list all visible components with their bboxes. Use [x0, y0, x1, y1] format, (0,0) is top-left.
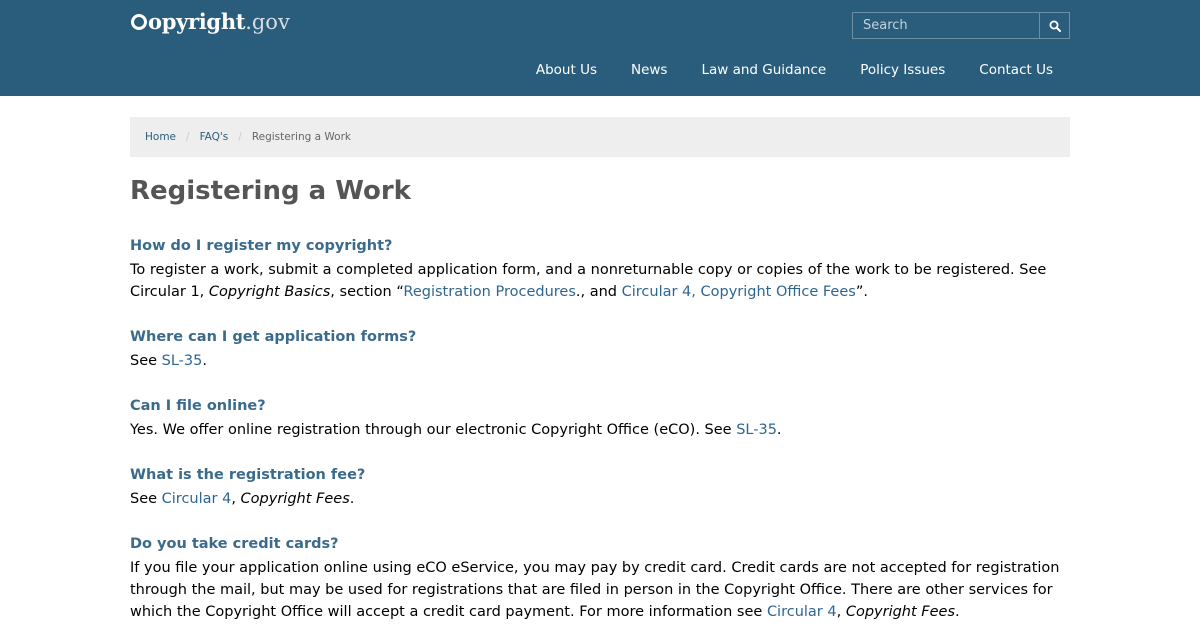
nav-law-and-guidance[interactable]: Law and Guidance [701, 62, 827, 78]
answer-text: See [130, 353, 162, 369]
circular-4-link[interactable]: Circular 4 [766, 604, 837, 620]
faq-question: Do you take credit cards? [130, 536, 339, 552]
answer-italic: Copyright Fees [845, 604, 956, 620]
answer-text: See [130, 491, 162, 507]
circular-4-link[interactable]: Circular 4 [161, 491, 232, 507]
faq-item [130, 236, 1075, 303]
copyright-c-icon [131, 14, 147, 30]
copyright-gov-logo[interactable] [131, 9, 290, 34]
answer-text: . [955, 604, 960, 620]
logo-word: opyright [148, 9, 246, 34]
answer-text: Yes. We offer online registration through our electronic Copyright Office (eCO). See [130, 422, 737, 438]
main-nav [519, 62, 1070, 78]
answer-text: . [776, 422, 782, 438]
sl-35-link[interactable]: SL-35 [736, 422, 777, 438]
nav-contact-us[interactable]: Contact Us [979, 62, 1053, 78]
answer-text: ”. [855, 284, 868, 300]
answer-text: . [202, 353, 207, 369]
answer-text: To register a work, submit a completed application form, and a nonreturnable copy or copies of the work to be registered. See Circular 1, [130, 262, 1047, 300]
search-form [852, 12, 1070, 39]
registration-procedures-link[interactable]: Registration Procedures [403, 284, 576, 300]
nav-about-us[interactable]: About Us [535, 62, 597, 78]
breadcrumb-separator: / [238, 131, 242, 143]
answer-text: If you file your application online using eCO eService, you may pay by credit card. Credit cards are not accepted for registration through the mail, but may be used for registrations that are filed in person in the Copyright Office. There are other services for which the Copyright Office will accept a credit card payment. For more information see [130, 560, 1060, 620]
answer-text: ., and [575, 284, 622, 300]
search-input[interactable] [852, 12, 1040, 39]
breadcrumb [130, 117, 1070, 157]
faq-question: Where can I get application forms? [130, 329, 417, 345]
logo-tld: .gov [245, 10, 290, 34]
faq-question: Can I file online? [130, 398, 266, 414]
answer-italic: Copyright Fees [240, 491, 350, 507]
breadcrumb-home[interactable]: Home [145, 131, 177, 143]
search-icon [1049, 20, 1061, 32]
nav-policy-issues[interactable]: Policy Issues [860, 62, 946, 78]
faq-question: What is the registration fee? [130, 467, 366, 483]
answer-text: , [231, 491, 241, 507]
main-content [130, 174, 1075, 623]
answer-italic: Copyright Basics [208, 284, 331, 300]
faq-item [130, 465, 1075, 510]
breadcrumb-separator: / [186, 131, 190, 143]
faq-question: How do I register my copyright? [130, 238, 393, 254]
faq-answer [130, 488, 1075, 510]
faq-answer [130, 350, 1075, 372]
faq-answer [130, 557, 1075, 623]
page-title: Registering a Work [130, 176, 411, 206]
faq-item [130, 396, 1075, 441]
sl-35-link[interactable]: SL-35 [161, 353, 203, 369]
search-button[interactable] [1040, 12, 1070, 39]
answer-text: , section “ [330, 284, 404, 300]
circular-4-fees-link[interactable]: Circular 4, Copyright Office Fees [621, 284, 856, 300]
answer-text: , [836, 604, 846, 620]
answer-text: . [349, 491, 355, 507]
faq-item [130, 534, 1075, 623]
breadcrumb-faqs[interactable]: FAQ's [199, 131, 229, 143]
faq-answer [130, 259, 1075, 303]
faq-item [130, 327, 1075, 372]
breadcrumb-current: Registering a Work [251, 131, 351, 143]
nav-news[interactable]: News [630, 62, 668, 78]
site-header [0, 0, 1200, 96]
faq-answer [130, 419, 1075, 441]
